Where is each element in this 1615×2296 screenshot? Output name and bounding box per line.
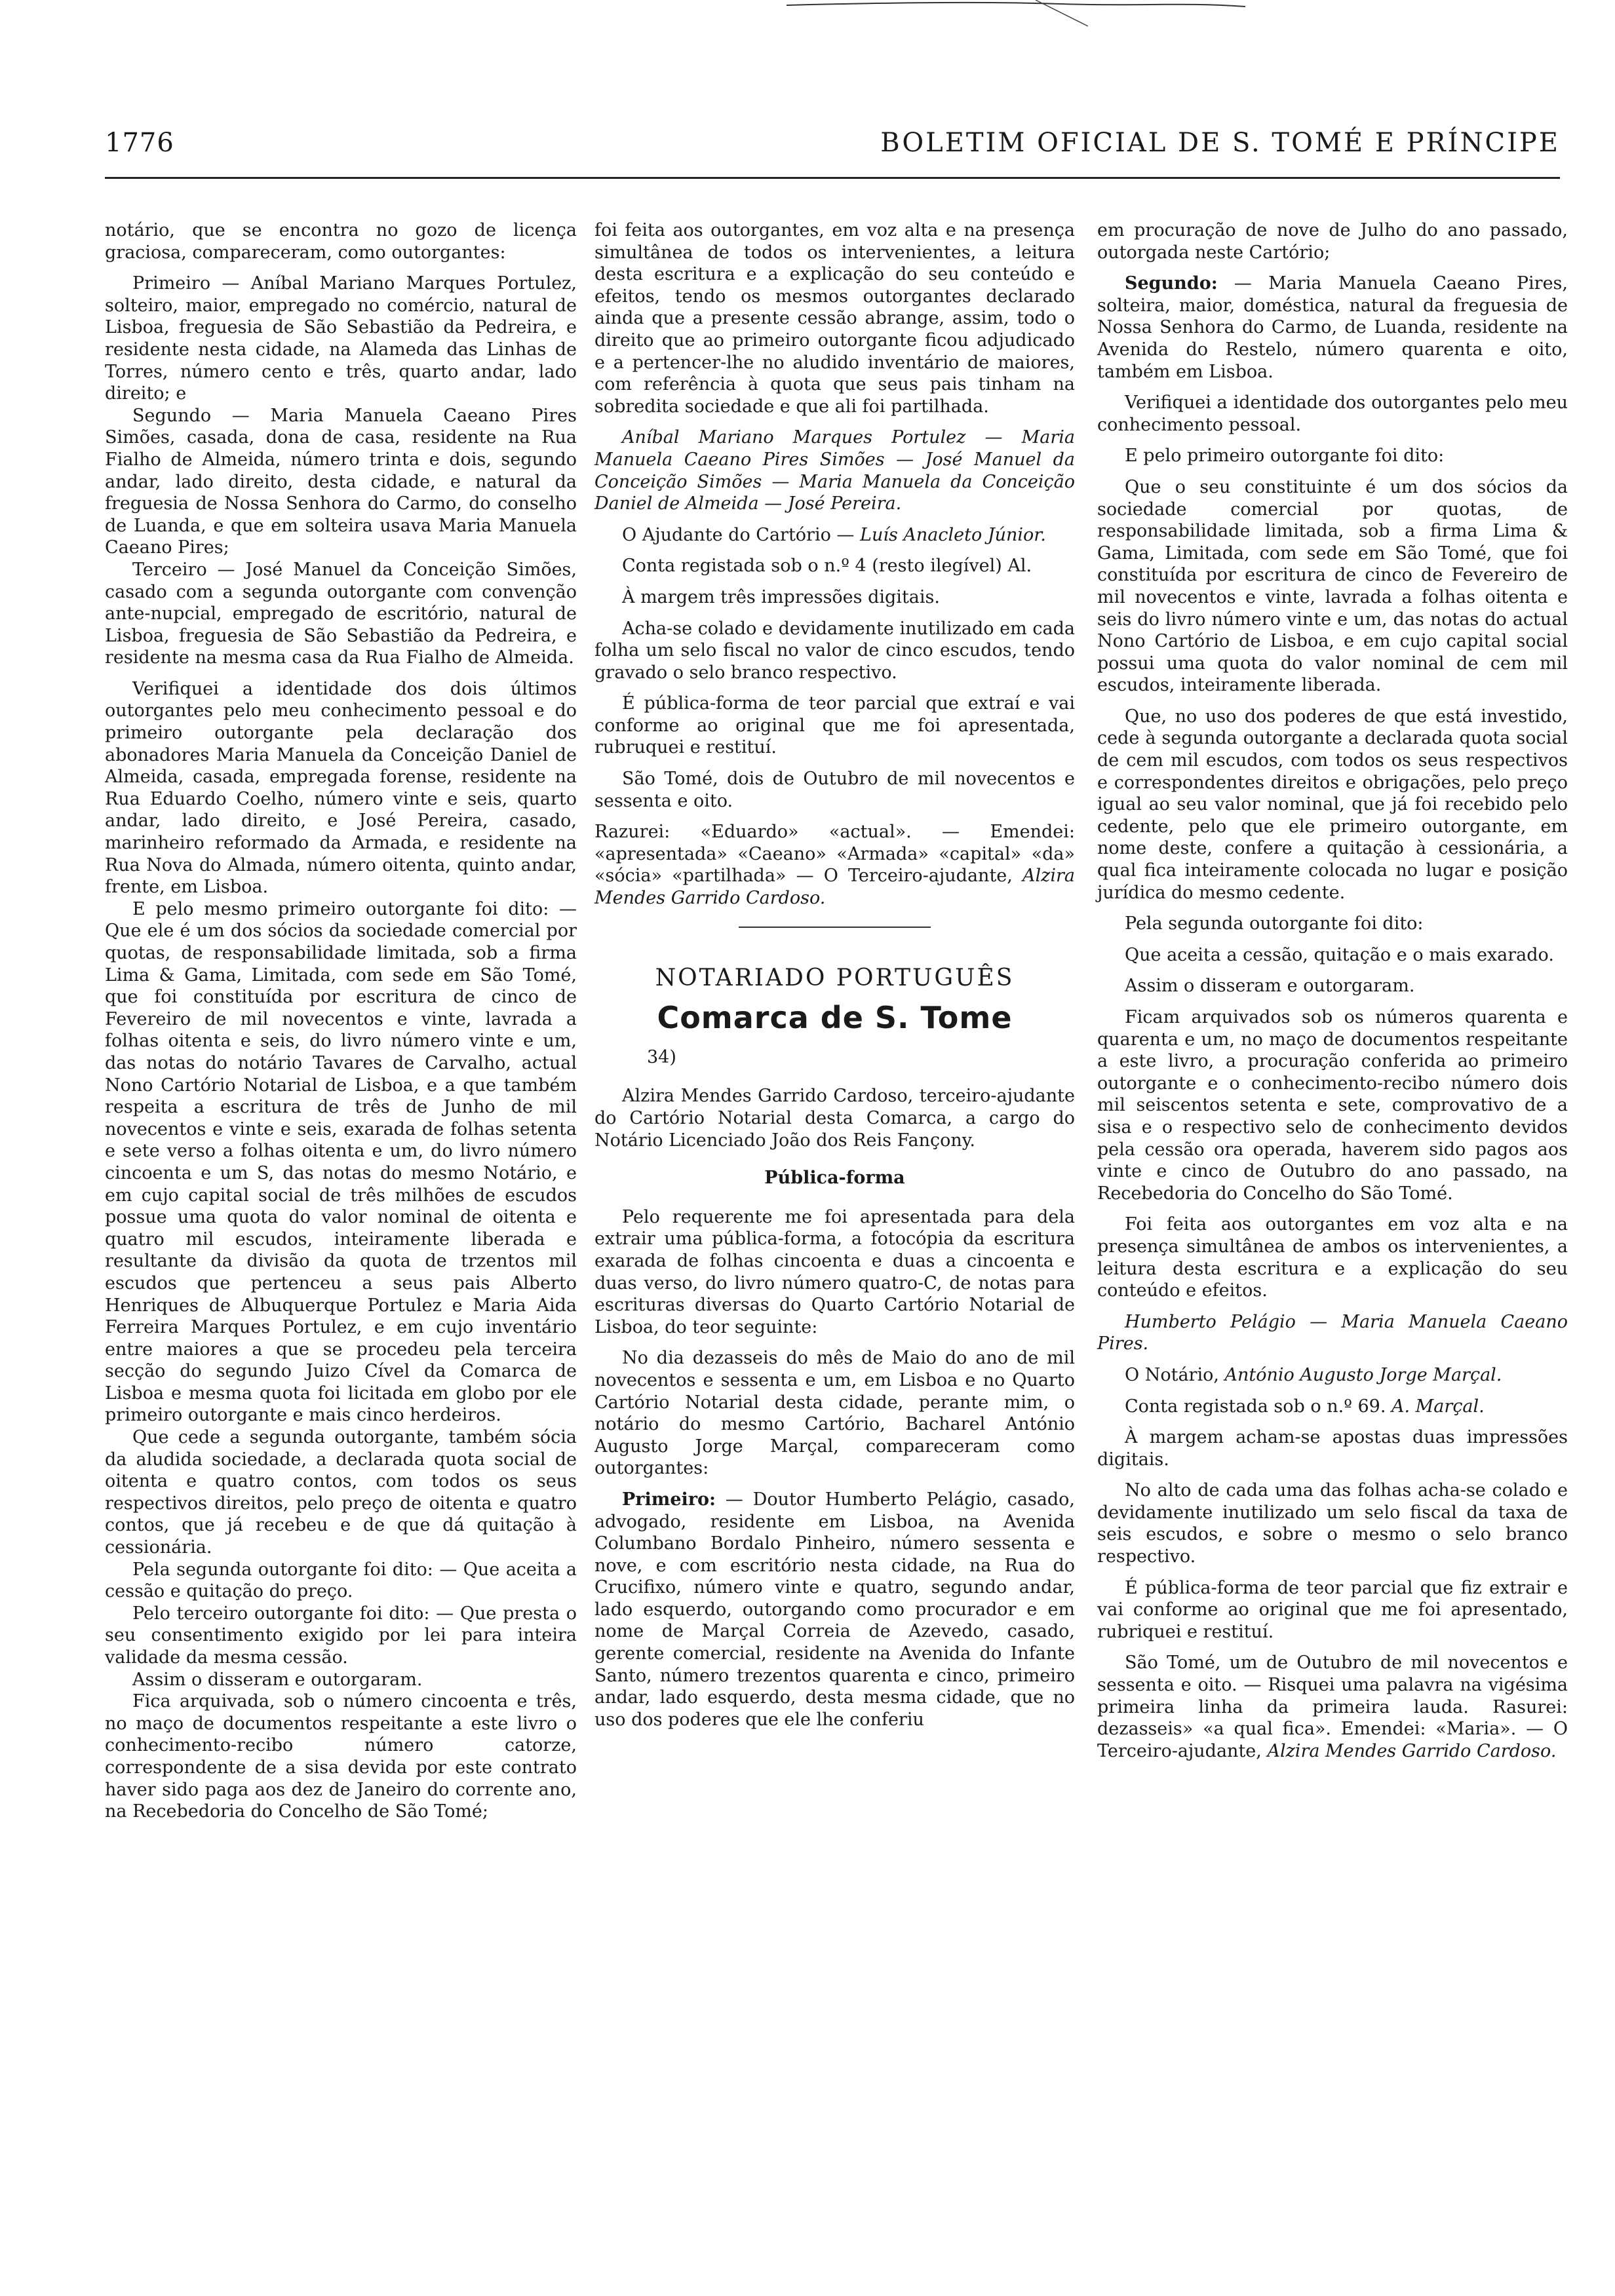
paragraph: E pelo primeiro outorgante foi dito: — [1125, 446, 1445, 467]
paragraph: Pela segunda outorgante foi dito: — [1125, 913, 1424, 934]
date-line: São Tomé, dois de Outubro de mil novecentos e sessenta e oito. — [594, 769, 1075, 811]
paragraph: em procuração de nove de Julho do ano passado, outorgada neste Cartório; — [1097, 220, 1568, 263]
paragraph: Conta registada sob o n.º 4 (resto ilegível) Al. — [622, 556, 1032, 577]
paragraph: Fica arquivada, sob o número cincoenta e três, no maço de documentos respeitante a este livro o conhecimento-recibo número catorze, correspondente de a sisa devida por este contrato haver sido paga aos dez de Janeiro do corrente ano, na Recebedoria do Concelho de São Tomé; — [105, 1691, 577, 1822]
signatures: Aníbal Mariano Marques Portulez — Maria Manuela Caeano Pires Simões — José Manuel da Conceição Simões — Maria Manuela da Conceição Daniel de Almeida — José Pereira. — [594, 427, 1075, 514]
paragraph: Que o seu constituinte é um dos sócios da sociedade comercial por quotas, de responsabilidade limitada, sob a firma Lima & Gama, Limitada, com sede em São Tomé, que foi constituída por escritura de cinco de Fevereiro de mil novecentos e vinte, lavrada a folhas oitenta e seis do livro número vinte e um, das notas do actual Nono Cartório de Lisboa, e em cujo capital social possui uma quota do valor nominal de cem mil escudos, inteiramente liberada. — [1097, 476, 1568, 696]
paragraph: Pela segunda outorgante foi dito: — Que aceita a cessão e quitação do preço. — [105, 1559, 577, 1602]
paragraph: Assim o disseram e outorgaram. — [1125, 976, 1415, 997]
paragraph: Primeiro — Aníbal Mariano Marques Portulez, solteiro, maior, empregado no comércio, natural de Lisboa, freguesia de São Sebastião da Pedreira, e residente nesta cidade, na Alameda das Linhas de Torres, número cento e três, quarto andar, lado direito; e — [105, 273, 577, 404]
top-edge-scratch — [787, 0, 1245, 39]
closing-line: São Tomé, um de Outubro de mil novecentos e sessenta e oito. — Risquei uma palavra na vigésima primeira linha da primeira lauda. Rasurei: dezasseis» «a qual fica». Emendei: «Maria». — O Terceiro-ajudante, Alzira Mendes Garrido Cardoso. — [1097, 1653, 1568, 1761]
ajudante-line: O Ajudante do Cartório — Luís Anacleto Júnior. — [622, 524, 1046, 545]
column-3 — [1097, 220, 1568, 1762]
paragraph: Ficam arquivados sob os números quarenta e quarenta e um, no maço de documentos respeitante a este livro, a procuração conferida ao primeiro outorgante e o conhecimento-recibo número dois mil seiscentos setenta e sete, comprovativo de a sisa e o respectivo selo de conhecimento devidos pela cessão ora operada, haverem sido pagos aos vinte e cinco de Outubro do ano passado, na Recebedoria do Concelho do São Tomé. — [1097, 1007, 1568, 1204]
signatures: Humberto Pelágio — Maria Manuela Caeano Pires. — [1097, 1311, 1568, 1354]
paragraph: Que aceita a cessão, quitação e o mais exarado. — [1125, 944, 1554, 965]
paragraph: Acha-se colado e devidamente inutilizado em cada folha um selo fiscal no valor de cinco escudos, tendo gravado o selo branco respectivo. — [594, 618, 1075, 683]
column-1 — [105, 220, 577, 1823]
paragraph: notário, que se encontra no gozo de licença graciosa, compareceram, como outorgantes: — [105, 220, 577, 263]
paragraph: É pública-forma de teor parcial que extraí e vai conforme ao original que me foi apresentada, rubruquei e restituí. — [594, 693, 1075, 758]
page-header — [105, 128, 1560, 167]
paragraph: Que, no uso dos poderes de que está investido, cede à segunda outorgante a declarada quota social de cem mil escudos, com todos os seus respectivos e correspondentes direitos e obrigações, pelo preço igual ao seu valor nominal, que já foi recebido pelo cedente, pelo que ele primeiro outorgante, em nome deste, confere a quitação à cessionária, a qual fica inteiramente colocada no lugar e posição jurídica do mesmo cedente. — [1097, 706, 1568, 903]
comarca-heading: Comarca de S. Tome — [657, 1000, 1013, 1036]
paragraph: Primeiro: — Doutor Humberto Pelágio, casado, advogado, residente em Lisboa, na Avenida Columbano Bordalo Pinheiro, número sessenta e nove, e com escritório nesta cidade, na Rua do Crucifixo, número vinte e quatro, segundo andar, lado esquerdo, outorgando como procurador e em nome de Marçal Correia de Azevedo, casado, gerente comercial, residente na Avenida do Infante Santo, número trezentos quarenta e cinco, primeiro andar, lado esquerdo, desta mesma cidade, que no uso dos poderes que ele lhe conferiu — [594, 1489, 1075, 1730]
paragraph: Verifiquei a identidade dos outorgantes pelo meu conhecimento pessoal. — [1097, 392, 1568, 435]
paragraph: E pelo mesmo primeiro outorgante foi dito: — Que ele é um dos sócios da sociedade comercial por quotas, de responsabilidade limitada, sob a firma Lima & Gama, Limitada, com sede em São Tomé, que foi constituída por escritura de cinco de Fevereiro de mil novecentos e vinte, lavrada a folhas oitenta e seis, do livro número vinte e um, das notas do notário Tavares de Carvalho, actual Nono Cartório Notarial de Lisboa, e a que também respeita a escritura de três de Junho de mil novecentos e vinte e seis, exarada de folhas setenta e sete verso a folhas oitenta e um, do livro número cincoenta e um S, das notas do mesmo Notário, e em cujo capital social de três milhões de escudos possue uma quota do valor nominal de oitenta e quatro mil escudos, inteiramente liberada e resultante da divisão da quota de trzentos mil escudos que pertenceu a seus pais Alberto Henriques de Albuquerque Portulez e Maria Aida Ferreira Marques Portulez, e em cujo inventário entre maiores a que se procedeu pela terceira secção do segundo Juizo Cível da Comarca de Lisboa e mesma quota foi licitada em globo por ele primeiro outorgante e mais cinco herdeiros. — [105, 898, 577, 1426]
column-2 — [594, 220, 1075, 1731]
paragraph: À margem três impressões digitais. — [622, 586, 940, 607]
section-heading: NOTARIADO PORTUGUÊS — [655, 964, 1015, 991]
entry-number: 34) — [647, 1046, 676, 1067]
publication-title: BOLETIM OFICIAL DE S. TOMÉ E PRÍNCIPE — [880, 128, 1560, 158]
paragraph: Assim o disseram e outorgaram. — [132, 1669, 423, 1690]
paragraph: No alto de cada uma das folhas acha-se colado e devidamente inutilizado um selo fiscal da taxa de seis escudos, e sobre o mesmo o selo branco respectivo. — [1097, 1480, 1568, 1567]
paragraph: Segundo: — Maria Manuela Caeano Pires, solteira, maior, doméstica, natural da freguesia de Nossa Senhora do Carmo, de Luanda, residente na Avenida do Restelo, número quarenta e oito, também em Lisboa. — [1097, 273, 1568, 382]
rasuras-line: Razurei: «Eduardo» «actual». — Emendei: «apresentada» «Caeano» «Armada» «capital» «da» «sócia» «partilhada» — O Terceiro-ajudante, Alzira Mendes Garrido Cardoso. — [594, 822, 1075, 909]
page-number: 1776 — [105, 128, 174, 158]
section-divider — [739, 927, 931, 928]
paragraph: Segundo — Maria Manuela Caeano Pires Simões, casada, dona de casa, residente na Rua Fialho de Almeida, número trinta e dois, segundo andar, lado direito, desta cidade, e natural da freguesia de Nossa Senhora do Carmo, do conselho de Luanda, e que em solteira usava Maria Manuela Caeano Pires; — [105, 405, 577, 558]
paragraph: Verifiquei a identidade dos dois últimos outorgantes pelo meu conhecimento pessoal e do primeiro outorgante pela declaração dos abonadores Maria Manuela da Conceição Daniel de Almeida, casada, empregada forense, residente na Rua Eduardo Coelho, número vinte e seis, quarto andar, lado direito, e José Pereira, casado, marinheiro reformado da Armada, e residente na Rua Nova do Almada, número oitenta, quinto andar, frente, em Lisboa. — [105, 678, 577, 898]
paragraph: foi feita aos outorgantes, em voz alta e na presença simultânea de todos os intervenientes, a leitura desta escritura e a explicação do seu conteúdo e efeitos, tendo os mesmos outorgantes declarado ainda que a presente cessão abrange, assim, todo o direito que ao primeiro outorgante ficou adjudicado e a pertencer-lhe no aludido inventário de maiores, com referência à quota que seus pais tinham na sobredita sociedade e que ali foi partilhada. — [594, 220, 1075, 417]
conta-line: Conta registada sob o n.º 69. A. Marçal. — [1125, 1396, 1485, 1417]
paragraph: Pelo terceiro outorgante foi dito: — Que presta o seu consentimento exigido por lei para inteira validade da mesma cessão. — [105, 1603, 577, 1668]
subheading: Pública-forma — [764, 1168, 905, 1189]
paragraph: Terceiro — José Manuel da Conceição Simões, casado com a segunda outorgante com convenção ante-nupcial, empregado de escritório, natural de Lisboa, freguesia de São Sebastião da Pedreira, e residente na mesma casa da Rua Fialho de Almeida. — [105, 559, 577, 668]
header-rule — [105, 177, 1560, 179]
paragraph: À margem acham-se apostas duas impressões digitais. — [1097, 1427, 1568, 1470]
notario-line: O Notário, António Augusto Jorge Marçal. — [1125, 1364, 1502, 1385]
paragraph: É pública-forma de teor parcial que fiz extrair e vai conforme ao original que me foi apresentado, rubriquei e restituí. — [1097, 1577, 1568, 1642]
paragraph: Foi feita aos outorgantes em voz alta e na presença simultânea de ambos os intervenientes, a leitura desta escritura e a explicação do seu conteúdo e efeitos. — [1097, 1214, 1568, 1301]
paragraph: No dia dezasseis do mês de Maio do ano de mil novecentos e sessenta e um, em Lisboa e no Quarto Cartório Notarial desta cidade, perante mim, o notário do mesmo Cartório, Bacharel António Augusto Jorge Marçal, compareceram como outorgantes: — [594, 1348, 1075, 1479]
paragraph: Que cede a segunda outorgante, também sócia da aludida sociedade, a declarada quota social de oitenta e quatro contos, com todos os seus respectivos direitos, pelo preço de oitenta e quatro contos, que já recebeu e de que dá quitação à cessionária. — [105, 1427, 577, 1558]
paragraph: Pelo requerente me foi apresentada para dela extrair uma pública-forma, a fotocópia da escritura exarada de folhas cincoenta e duas a cincoenta e duas verso, do livro número quatro-C, de notas para escrituras diversas do Quarto Cartório Notarial de Lisboa, do teor seguinte: — [594, 1206, 1075, 1337]
paragraph: Alzira Mendes Garrido Cardoso, terceiro-ajudante do Cartório Notarial desta Comarca, a cargo do Notário Licenciado João dos Reis Fançony. — [594, 1086, 1075, 1151]
